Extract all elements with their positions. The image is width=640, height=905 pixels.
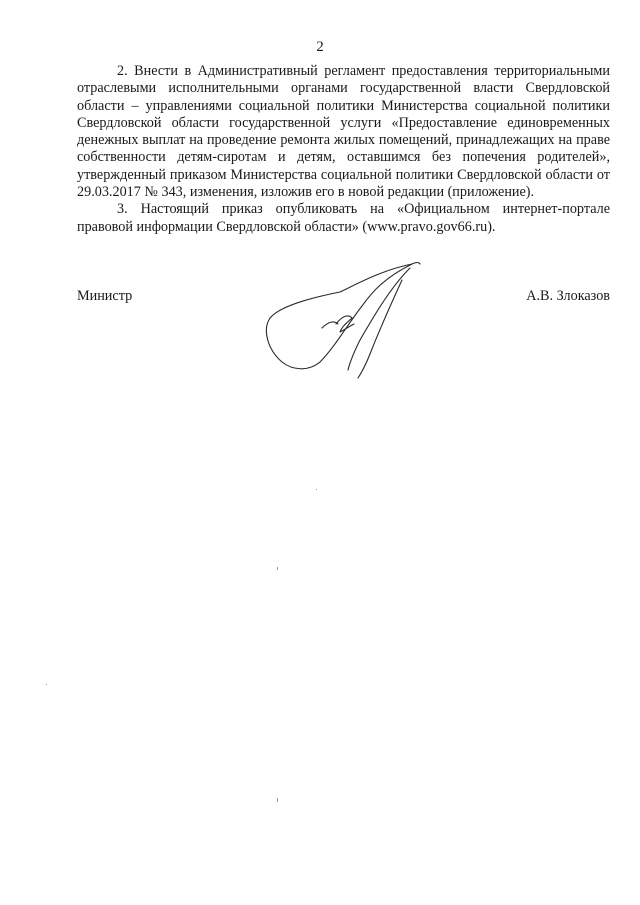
- document-body: [77, 63, 610, 236]
- page-number: 2: [316, 39, 324, 55]
- scan-speck: [277, 567, 278, 570]
- paragraph-item-2: 2. Внести в Административный регламент предоставления территориальными отраслевыми исполнительными органами государственной власти Свердловской области – управлениями социальной политики Министерства социальной политики Свердловской области государственной услуги «Предоставление единовременных денежных выплат на проведение ремонта жилых помещений, принадлежащих на праве собственности детям-сиротам и детям, оставшимся без попечения родителей», утвержденный приказом Министерства социальной политики Свердловской области от 29.03.2017 № 343, изменения, изложив его в новой редакции (приложение).: [77, 63, 610, 201]
- scan-speck: [46, 684, 47, 685]
- paragraph-item-3: 3. Настоящий приказ опубликовать на «Официальном интернет-портале правовой информации Свердловской области» (www.pravo.gov66.ru).: [77, 201, 610, 235]
- signatory-name: А.В. Злоказов: [526, 288, 610, 304]
- scan-speck: [277, 798, 278, 802]
- signature-row: [77, 287, 610, 307]
- scan-speck: [316, 489, 317, 490]
- handwritten-signature: [262, 258, 422, 388]
- signatory-title: Министр: [77, 288, 133, 304]
